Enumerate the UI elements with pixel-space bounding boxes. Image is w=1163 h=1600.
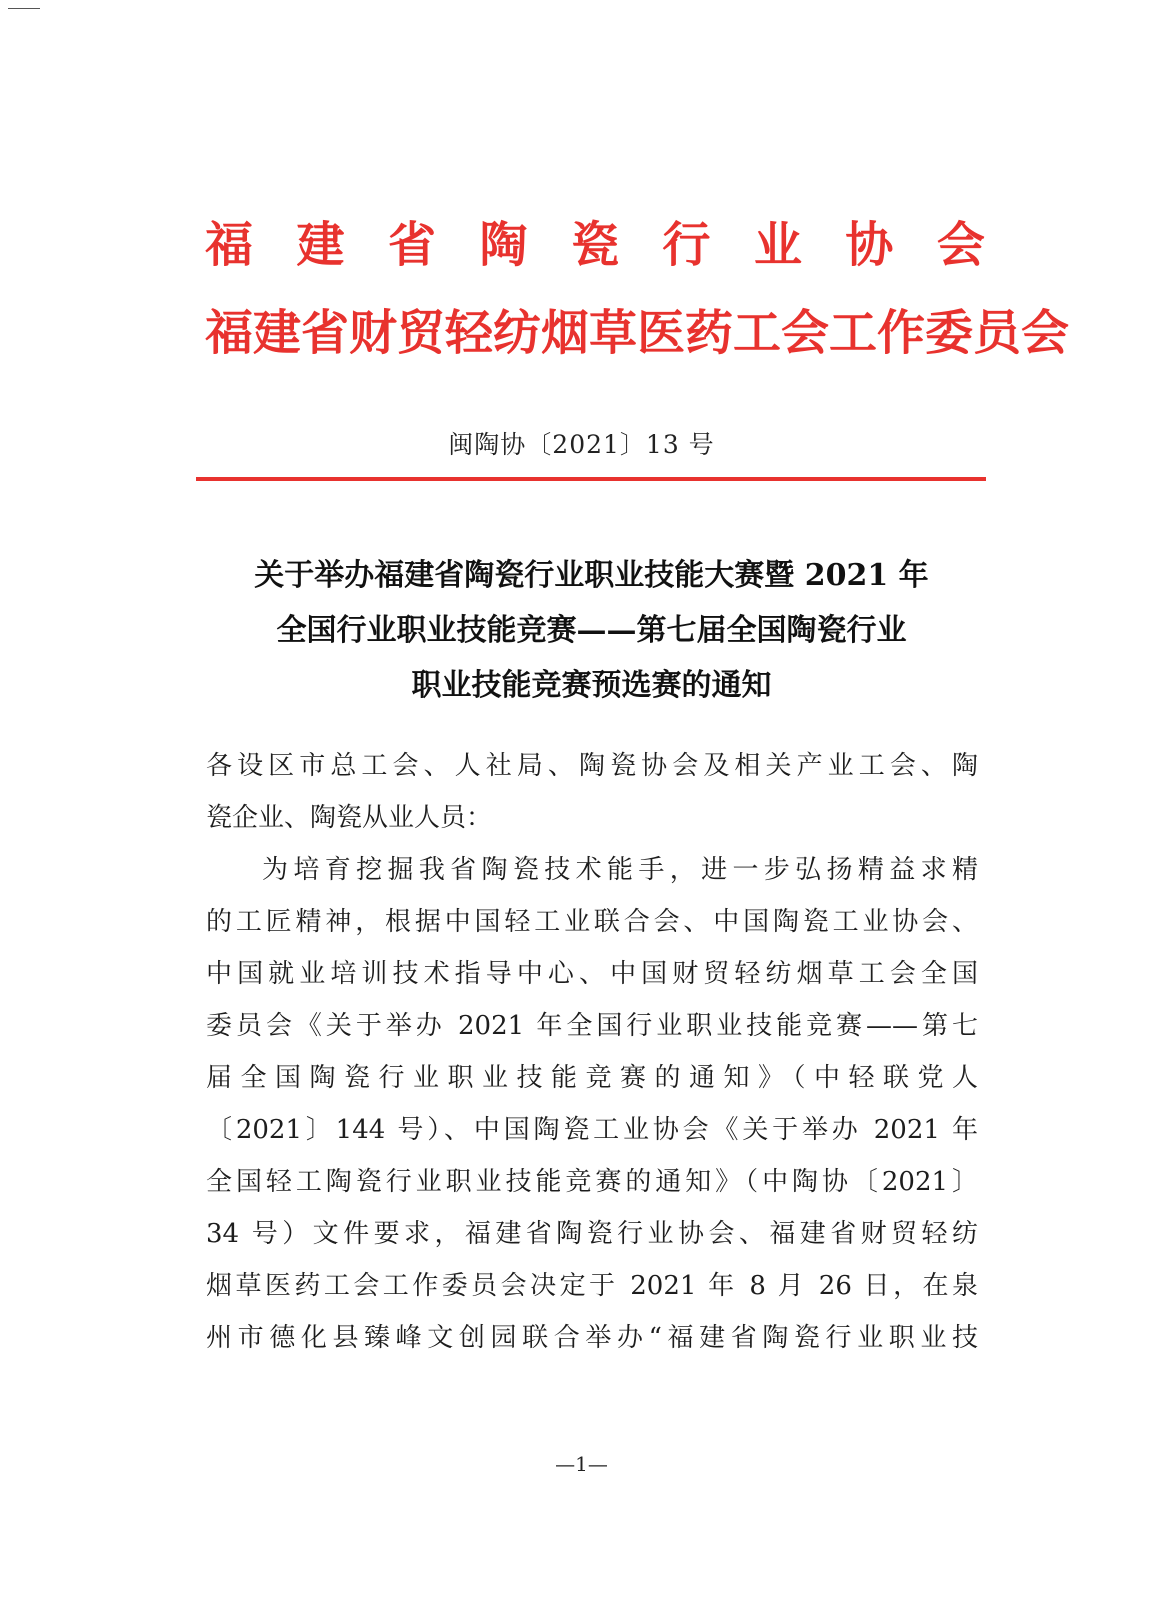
body-line: 中国就业培训技术指导中心、中国财贸轻纺烟草工会全国 (206, 959, 978, 989)
org-1-char: 省 (387, 217, 436, 273)
body-line: 为培育挖掘我省陶瓷技术能手，进一步弘扬精益求精 (262, 855, 978, 885)
title-line: 关于举办福建省陶瓷行业职业技能大赛暨 2021 年 (254, 558, 929, 593)
body-line: 全国轻工陶瓷行业职业技能竞赛的通知》（中陶协〔2021〕 (206, 1167, 978, 1197)
red-divider-line (196, 477, 986, 481)
document-body (206, 740, 978, 1364)
body-paragraph (206, 844, 978, 1364)
org-1-char: 协 (845, 217, 894, 273)
header-org-name-2: 福建省财贸轻纺烟草医药工会工作委员会 (205, 305, 1070, 361)
org-1-char: 福 (205, 217, 254, 273)
org-1-char: 陶 (479, 217, 528, 273)
title-line: 全国行业职业技能竞赛——第七届全国陶瓷行业 (276, 613, 907, 648)
body-line: 〔2021〕144 号）、中国陶瓷工业协会《关于举办 2021 年 (206, 1115, 978, 1145)
page-number: —1— (555, 1452, 608, 1476)
addressee-paragraph (206, 740, 978, 844)
body-line: 州市德化县臻峰文创园联合举办“福建省陶瓷行业职业技 (206, 1323, 978, 1353)
document-number: 闽陶协〔2021〕13 号 (448, 430, 715, 459)
body-line: 烟草医药工会工作委员会决定于 2021 年 8 月 26 日，在泉 (206, 1271, 978, 1301)
org-1-char: 业 (753, 217, 802, 273)
org-1-char: 行 (662, 217, 711, 273)
org-1-char: 建 (296, 217, 345, 273)
title-line: 职业技能竞赛预选赛的通知 (411, 668, 772, 703)
document-title (180, 548, 1003, 713)
addressee-line: 各设区市总工会、人社局、陶瓷协会及相关产业工会、陶 (206, 751, 978, 781)
body-line: 的工匠精神，根据中国轻工业联合会、中国陶瓷工业协会、 (206, 907, 978, 937)
org-1-char: 会 (936, 217, 985, 273)
addressee-line: 瓷企业、陶瓷从业人员： (206, 803, 493, 833)
body-line: 届全国陶瓷行业职业技能竞赛的通知》（中轻联党人 (206, 1063, 978, 1093)
body-line: 34 号）文件要求，福建省陶瓷行业协会、福建省财贸轻纺 (206, 1219, 978, 1249)
org-1-char: 瓷 (570, 217, 619, 273)
header-org-name-1 (205, 215, 985, 275)
body-line: 委员会《关于举办 2021 年全国行业职业技能竞赛——第七 (206, 1011, 978, 1041)
scan-corner-mark (8, 8, 40, 9)
